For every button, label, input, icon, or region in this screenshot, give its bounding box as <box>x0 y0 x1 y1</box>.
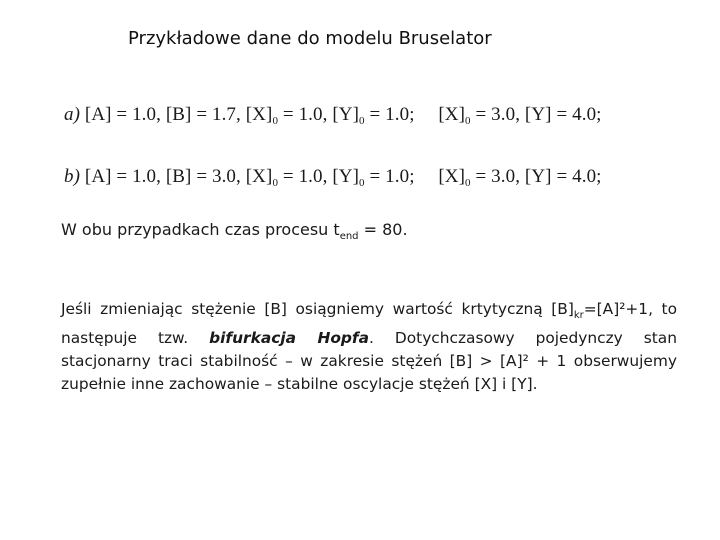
equation-b-X0: $[X]_0 = 1.0$, <box>245 166 328 189</box>
bifurcation-term: bifurkacja Hopfa <box>209 329 370 347</box>
process-time-text: W obu przypadkach czas procesu $t_{end} = 80$. <box>61 220 408 242</box>
equation-a <box>64 104 602 127</box>
paragraph-line-2: następuje tzw. bifurkacja Hopfa. Dotychczasowy pojedynczy stan <box>61 329 677 347</box>
equation-a-B: [B] = 1.7, <box>165 104 241 125</box>
equation-b <box>64 166 602 189</box>
equation-a-label: a) <box>64 104 81 125</box>
bifurcation-paragraph <box>61 298 677 396</box>
equation-a-Y0: $[Y]_0 = 1.0$; <box>332 104 415 127</box>
equation-b-Yb: [Y] = 4.0; <box>524 166 602 187</box>
equation-b-Y0: $[Y]_0 = 1.0$; <box>332 166 415 189</box>
equation-b-label: b) <box>64 166 81 187</box>
equation-b-X0b: $[X]_0 = 3.0$, <box>438 166 521 189</box>
equation-a-Yb: [Y] = 4.0; <box>524 104 602 125</box>
equation-a-A: [A] = 1.0, <box>84 104 161 125</box>
paragraph-line-1: Jeśli zmieniając stężenie [B] osiągniemy wartość krtytyczną $[B]_{kr}=[A]^2+1$, to <box>61 300 678 321</box>
slide-title: Przykładowe dane do modelu Bruselator <box>128 28 492 49</box>
equation-a-X0: $[X]_0 = 1.0$, <box>245 104 328 127</box>
equation-b-B: [B] = 3.0, <box>165 166 241 187</box>
equation-b-A: [A] = 1.0, <box>84 166 161 187</box>
equation-a-X0b: $[X]_0 = 3.0$, <box>438 104 521 127</box>
paragraph-line-3: stacjonarny traci stabilność – w zakresie stężeń [B] > [A]² + 1 obserwujemy <box>61 352 677 370</box>
paragraph-line-4: zupełnie inne zachowanie – stabilne oscylacje stężeń [X] i [Y]. <box>61 375 538 393</box>
